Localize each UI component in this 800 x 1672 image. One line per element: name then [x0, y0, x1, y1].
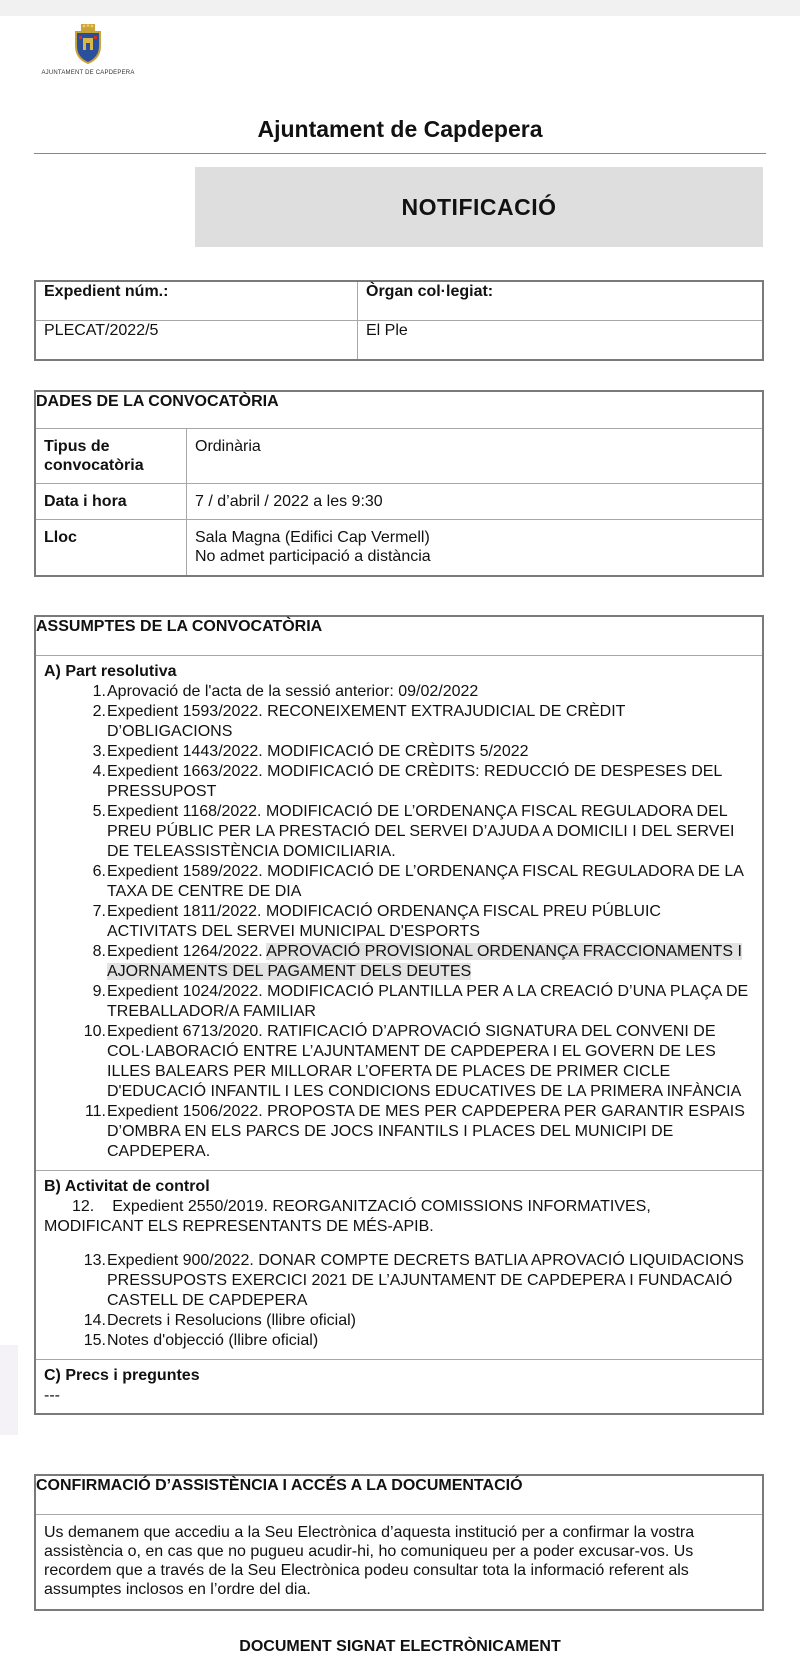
confirmation-table	[34, 1474, 764, 1611]
item-number: 5.	[92, 803, 106, 820]
expedient-number-label: Expedient núm.:	[35, 281, 358, 321]
item-number: 8.	[92, 943, 106, 960]
list-item	[44, 1311, 754, 1331]
item-text: Expedient 1506/2022. PROPOSTA DE MES PER CAPDEPERA PER GARANTIR ESPAIS D’OMBRA EN ELS PARCS DE JOCS INFANTILS I PLACES DEL MUNICIPI DE CAPDEPERA.	[107, 1103, 745, 1160]
part-a-title: A) Part resolutiva	[44, 663, 177, 680]
side-strip	[0, 1345, 18, 1435]
confirmation-title: CONFIRMACIÓ D’ASSISTÈNCIA I ACCÉS A LA DOCUMENTACIÓ	[35, 1475, 763, 1515]
municipal-logo	[40, 22, 136, 84]
list-item	[44, 942, 754, 982]
item-text: Expedient 1443/2022. MODIFICACIÓ DE CRÈDITS 5/2022	[107, 743, 529, 760]
datetime-label: Data i hora	[35, 484, 187, 520]
item-text: Expedient 1663/2022. MODIFICACIÓ DE CRÈDITS: REDUCCIÓ DE DESPESES DEL PRESSUPOST	[107, 763, 722, 800]
list-item	[44, 862, 754, 902]
item-number: 1.	[92, 683, 106, 700]
item-number: 3.	[92, 743, 106, 760]
confirmation-text: Us demanem que accediu a la Seu Electrònica d’aquesta institució per a confirmar la vostra assistència o, en cas que no pugueu acudir-hi, ho comuniqueu per a poder excusar-vos. Us recordem que a través de la Seu Electrònica podeu consultar tota la informació referent als assumptes inclosos en l’ordre del dia.	[35, 1515, 763, 1611]
list-item	[44, 1197, 754, 1237]
list-item	[44, 982, 754, 1022]
part-a-list	[44, 682, 754, 1162]
agenda-title: ASSUMPTES DE LA CONVOCATÒRIA	[35, 616, 763, 656]
item-number: 14.	[83, 1312, 106, 1329]
part-b-title: B) Activitat de control	[44, 1178, 210, 1195]
page-title: Ajuntament de Capdepera	[257, 116, 543, 142]
agenda-table	[34, 615, 764, 1415]
item-number: 11.	[84, 1103, 106, 1120]
item-number: 15.	[83, 1332, 106, 1349]
type-label: Tipus de convocatòria	[35, 429, 187, 484]
item-text: Expedient 1024/2022. MODIFICACIÓ PLANTILLA PER A LA CREACIÓ D’UNA PLAÇA DE TREBALLADOR/A FAMILIAR	[107, 983, 749, 1020]
item-text: Notes d'objecció (llibre oficial)	[107, 1332, 319, 1349]
agenda-part-c	[35, 1360, 763, 1415]
agenda-part-b	[35, 1171, 763, 1360]
item-text: Expedient 900/2022. DONAR COMPTE DECRETS BATLIA APROVACIÓ LIQUIDACIONS PRESSUPOSTS EXERCICI 2021 DE L’AJUNTAMENT DE CAPDEPERA I FUNDACAIÓ CASTELL DE CAPDEPERA	[107, 1252, 744, 1309]
agenda-part-a	[35, 656, 763, 1171]
convocatoria-table	[34, 390, 764, 577]
list-item	[44, 1251, 754, 1311]
list-item	[44, 682, 754, 702]
item-number: 12.	[72, 1198, 95, 1215]
list-item	[44, 762, 754, 802]
item-number: 10.	[83, 1023, 106, 1040]
datetime-value: 7 / d’abril / 2022 a les 9:30	[187, 484, 764, 520]
item-number: 2.	[92, 703, 106, 720]
organ-label: Òrgan col·legiat:	[358, 281, 764, 321]
item-text: Expedient 2550/2019. REORGANITZACIÓ COMISSIONS INFORMATIVES, MODIFICANT ELS REPRESENTANTS DE MÉS-APIB.	[44, 1198, 651, 1235]
item-number: 9.	[92, 983, 106, 1000]
coat-of-arms-icon	[72, 24, 104, 64]
expedient-table	[34, 280, 764, 361]
type-value: Ordinària	[187, 429, 764, 484]
list-item	[44, 902, 754, 942]
item-text: Expedient 1168/2022. MODIFICACIÓ DE L’ORDENANÇA FISCAL REGULADORA DEL PREU PÚBLIC PER LA PRESTACIÓ DEL SERVEI D’AJUDA A DOMICILI I DEL SERVEI DE TELEASSISTÈNCIA DOMICILIARIA.	[107, 803, 735, 860]
organ-value: El Ple	[358, 321, 764, 361]
list-item	[44, 1102, 754, 1162]
list-item	[44, 742, 754, 762]
top-bar	[0, 0, 800, 16]
item-number: 6.	[92, 863, 106, 880]
logo-caption: AJUNTAMENT DE CAPDEPERA	[41, 70, 135, 76]
place-label: Lloc	[35, 520, 187, 577]
signed-footer: DOCUMENT SIGNAT ELECTRÒNICAMENT	[239, 1638, 561, 1655]
list-item	[44, 702, 754, 742]
highlighted-text: APROVACIÓ PROVISIONAL ORDENANÇA FRACCIONAMENTS I AJORNAMENTS DEL PAGAMENT DELS DEUTES	[107, 943, 742, 980]
list-item	[44, 1331, 754, 1351]
document-type-banner: NOTIFICACIÓ	[195, 167, 763, 247]
item-number: 4.	[92, 763, 106, 780]
item-text: Expedient 1811/2022. MODIFICACIÓ ORDENANÇA FISCAL PREU PÚBLUIC ACTIVITATS DEL SERVEI MUNICIPAL D'ESPORTS	[107, 903, 661, 940]
item-number: 13.	[83, 1252, 106, 1269]
item-text: Expedient 6713/2020. RATIFICACIÓ D’APROVACIÓ SIGNATURA DEL CONVENI DE COL·LABORACIÓ ENTRE L’AJUNTAMENT DE CAPDEPERA I EL GOVERN DE LES ILLES BALEARS PER MILLORAR L’OFERTA DE PLACES DE PRIMER CICLE D'EDUCACIÓ INFANTIL I LES CONDICIONS EDUCATIVES DE LA PRIMERA INFÀNCIA	[107, 1023, 742, 1100]
convocatoria-title: DADES DE LA CONVOCATÒRIA	[35, 391, 763, 429]
list-item	[44, 1022, 754, 1102]
place-note: No admet participació a distància	[195, 548, 431, 565]
place-name: Sala Magna (Edifici Cap Vermell)	[195, 529, 430, 546]
part-c-text: ---	[44, 1387, 60, 1404]
expedient-number-value: PLECAT/2022/5	[35, 321, 358, 361]
item-text: Expedient 1593/2022. RECONEIXEMENT EXTRAJUDICIAL DE CRÈDIT D’OBLIGACIONS	[107, 703, 626, 740]
part-b-list	[44, 1251, 754, 1351]
item-text: Decrets i Resolucions (llibre oficial)	[107, 1312, 356, 1329]
item-text: Expedient 1589/2022. MODIFICACIÓ DE L’ORDENANÇA FISCAL REGULADORA DE LA TAXA DE CENTRE DE DIA	[107, 863, 744, 900]
item-text: Aprovació de l'acta de la sessió anterior: 09/02/2022	[107, 683, 479, 700]
part-c-title: C) Precs i preguntes	[44, 1367, 200, 1384]
item-number: 7.	[92, 903, 106, 920]
item-text: Expedient 1264/2022.	[107, 943, 267, 960]
place-value	[187, 520, 764, 577]
title-divider	[34, 153, 766, 154]
list-item	[44, 802, 754, 862]
